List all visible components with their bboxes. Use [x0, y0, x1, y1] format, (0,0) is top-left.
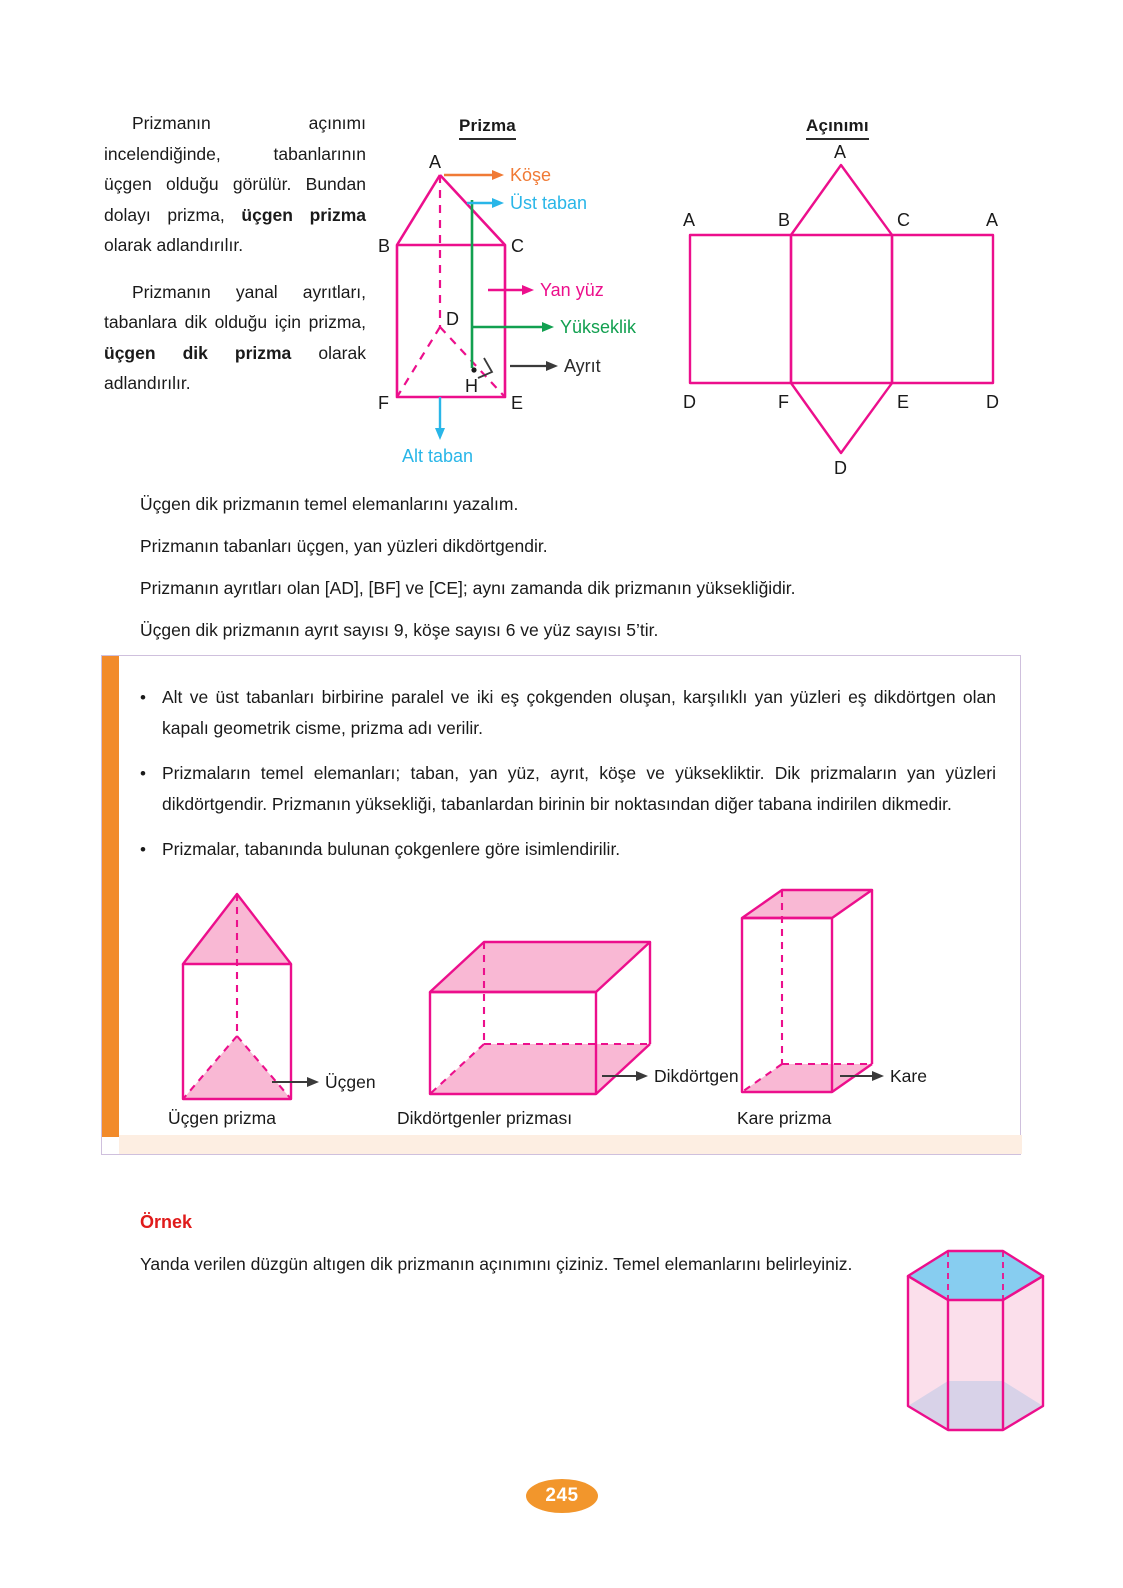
intro-p1-bold: üçgen prizma	[241, 204, 366, 225]
annotation-yukseklik	[472, 317, 637, 337]
rectangular-prism-figure	[412, 886, 739, 1101]
figure-arrow-label-kare: Kare	[890, 1066, 927, 1086]
figure-caption-dikdortgenler-prizmasi: Dikdörtgenler prizması	[397, 1108, 573, 1128]
prism-vertex-H: H	[465, 376, 478, 396]
bullet-marker: •	[140, 764, 146, 783]
page-number-badge: 245	[526, 1479, 598, 1513]
figure-caption-ucgen-prizma: Üçgen prizma	[168, 1108, 276, 1128]
definition-info-box	[101, 655, 1021, 1155]
bullet-marker: •	[140, 840, 146, 859]
intro-p2-part1: Prizmanın yanal ayrıtları, tabanlara dik olduğu için prizma,	[104, 281, 366, 332]
bullet-text: Prizmalar, tabanında bulunan çokgenlere göre isimlendirilir.	[162, 839, 621, 859]
annotation-kose-label: Köşe	[510, 165, 552, 185]
prism-vertex-C: C	[511, 236, 524, 256]
statements-block	[140, 488, 1020, 656]
prism-vertex-F: F	[378, 393, 389, 413]
example-title: Örnek	[140, 1212, 193, 1232]
annotation-ust-taban	[467, 193, 587, 213]
intro-text-column	[104, 108, 366, 399]
annotation-ayrit-label: Ayrıt	[564, 356, 601, 376]
annotation-yan-yuz-label: Yan yüz	[540, 280, 604, 300]
statement-line: Üçgen dik prizmanın ayrıt sayısı 9, köşe sayısı 6 ve yüz sayısı 5’tir.	[140, 620, 659, 640]
bullet-list	[140, 682, 996, 879]
annotation-kose	[444, 165, 551, 185]
figure-arrow-label-dikdortgen: Dikdörtgen	[654, 1066, 739, 1086]
net-vertex-A-right: A	[986, 210, 999, 230]
top-section	[0, 0, 1123, 480]
annotation-alt-taban	[402, 397, 473, 466]
info-box-footer-band	[119, 1135, 1022, 1154]
annotation-yukseklik-label: Yükseklik	[560, 317, 637, 337]
bullet-item	[140, 758, 996, 820]
net-vertex-E: E	[897, 392, 910, 412]
net-figure-title: Açınımı	[806, 116, 869, 140]
prism-vertex-D: D	[446, 309, 459, 329]
bullet-text: Alt ve üst tabanları birbirine paralel ve iki eş çokgenden oluşan, karşılıklı yan yüzleri eş dikdörtgen olan kapalı geometrik cisme, prizma adı verilir.	[162, 687, 996, 738]
annotation-alt-taban-label: Alt taban	[402, 446, 474, 466]
prism-net-diagram	[665, 140, 1015, 480]
bullet-item	[140, 682, 996, 744]
intro-p2-part2: olarak adlandırılır.	[104, 342, 366, 393]
example-body-text	[104, 1248, 864, 1281]
bullet-item	[140, 834, 996, 865]
net-vertex-A-left: A	[683, 210, 696, 230]
annotation-ust-taban-label: Üst taban	[510, 193, 588, 213]
hexagonal-prism-figure	[893, 1228, 1063, 1448]
figure-caption-kare-prizma: Kare prizma	[737, 1108, 832, 1128]
net-vertex-D-left: D	[683, 392, 696, 412]
intro-p1-part2: olarak adlandırılır.	[104, 235, 244, 255]
prism-vertex-A: A	[429, 152, 442, 172]
net-vertex-bottom-D: D	[834, 458, 847, 478]
example-body-paragraph: Yanda verilen düzgün altıgen dik prizmanın açınımını çiziniz. Temel elemanlarını belirleyiniz.	[140, 1254, 853, 1274]
statement-line: Prizmanın ayrıtları olan [AD], [BF] ve [CE]; aynı zamanda dik prizmanın yüksekliğidir.	[140, 578, 796, 598]
net-vertex-D-right: D	[986, 392, 999, 412]
info-box-orange-accent-bar	[102, 656, 119, 1137]
intro-paragraph-2	[104, 277, 366, 399]
net-vertex-B: B	[778, 210, 791, 230]
triangular-prism-diagram	[370, 140, 670, 470]
net-vertex-C: C	[897, 210, 910, 230]
annotation-ayrit	[510, 356, 601, 376]
intro-paragraph-1	[104, 108, 366, 261]
statement-line: Üçgen dik prizmanın temel elemanlarını yazalım.	[140, 494, 519, 514]
prism-vertex-E: E	[511, 393, 524, 413]
bullet-marker: •	[140, 688, 146, 707]
prism-figure-title: Prizma	[459, 116, 516, 140]
intro-p2-bold: üçgen dik prizma	[104, 342, 292, 363]
prism-examples-row	[122, 886, 1022, 1136]
net-vertex-F: F	[778, 392, 789, 412]
intro-p1-part1: Prizmanın açınımı incelendiğinde, tabanlarının üçgen olduğu görülür. Bundan dolayı prizma,	[104, 113, 366, 225]
figure-arrow-label-ucgen: Üçgen	[325, 1072, 376, 1092]
net-vertex-top-A: A	[834, 142, 847, 162]
square-prism-figure	[722, 886, 1002, 1101]
prism-vertex-B: B	[378, 236, 391, 256]
bullet-text: Prizmaların temel elemanları; taban, yan yüz, ayrıt, köşe ve yüksekliktir. Dik prizmaların yan yüzleri dikdörtgendir. Prizmanın yüksekliği, tabanlardan birinin bir noktasından diğer tabana indirilen dikmedir.	[162, 763, 996, 814]
statement-line: Prizmanın tabanları üçgen, yan yüzleri dikdörtgendir.	[140, 536, 548, 556]
